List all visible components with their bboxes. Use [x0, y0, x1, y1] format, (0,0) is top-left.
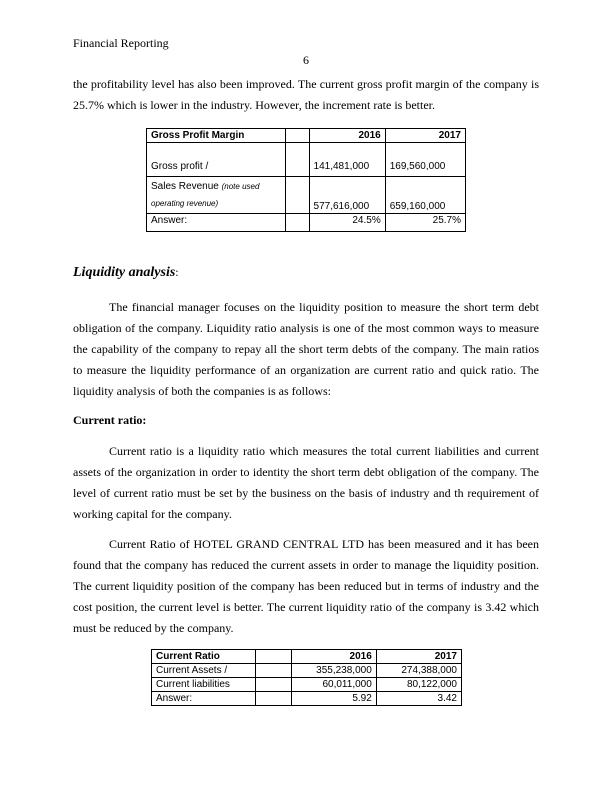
column-header-2016: 2016 — [309, 129, 385, 143]
column-header-2017: 2017 — [376, 650, 461, 664]
page-number: 6 — [303, 53, 309, 67]
gross-profit-margin-table — [146, 128, 466, 232]
current-ratio-paragraph-2: Current Ratio of HOTEL GRAND CENTRAL LTD has been measured and it has been found that the company has reduced the current assets in order to manage the liquidity position. The current liquidity position of the company has been reduced but in terms of industry and the cost position, the current level is better. The current liquidity ratio of the company is 3.42 which must be reduced by the company. — [73, 537, 539, 635]
column-header-2016: 2016 — [291, 650, 376, 664]
value-cell: 60,011,000 — [291, 678, 376, 692]
row-label: Current liabilities — [152, 678, 256, 692]
table-empty-cell — [255, 678, 291, 692]
liquidity-paragraph: The financial manager focuses on the liquidity position to measure the short term debt obligation of the company. Liquidity ratio analysis is one of the most common ways to measure the capability of the company to repay all the short term debts of the company. The main ratios to measure the liquidity performance of an organization are current ratio and quick ratio. The liquidity analysis of both the companies is as follows: — [73, 300, 539, 398]
value-cell: 169,560,000 — [385, 143, 465, 177]
table-header-row — [147, 129, 466, 143]
value-cell: 24.5% — [309, 214, 385, 232]
value-cell: 659,160,000 — [385, 177, 465, 214]
table-row — [147, 143, 466, 177]
table-header-row — [152, 650, 462, 664]
table-empty-cell — [286, 177, 309, 214]
value-cell: 3.42 — [376, 692, 461, 706]
table-title-cell: Current Ratio — [152, 650, 256, 664]
row-label: Gross profit / — [147, 143, 286, 177]
value-cell: 577,616,000 — [309, 177, 385, 214]
table-row — [152, 678, 462, 692]
column-header-2017: 2017 — [385, 129, 465, 143]
liquidity-heading-text: Liquidity analysis — [73, 265, 176, 280]
table-row — [147, 214, 466, 232]
table-row — [152, 692, 462, 706]
table-empty-cell — [286, 129, 309, 143]
table-title-cell: Gross Profit Margin — [147, 129, 286, 143]
table-empty-cell — [255, 650, 291, 664]
current-ratio-paragraph-1: Current ratio is a liquidity ratio which measures the total current liabilities and current assets of the organization in order to identity the short term debt obligation of the company. The level of current ratio must be set by the business on the basis of industry and th requirement of working capital for the company. — [73, 444, 539, 521]
liquidity-heading — [73, 265, 179, 281]
row-label: Answer: — [147, 214, 286, 232]
row-label-cell — [147, 177, 286, 214]
value-cell: 80,122,000 — [376, 678, 461, 692]
row-label: Current Assets / — [152, 664, 256, 678]
running-header: Financial Reporting — [73, 36, 169, 50]
intro-paragraph: the profitability level has also been improved. The current gross profit margin of the company is 25.7% which is lower in the industry. However, the increment rate is better. — [73, 77, 539, 112]
table-row — [147, 177, 466, 214]
value-cell: 25.7% — [385, 214, 465, 232]
current-ratio-table — [151, 649, 462, 706]
value-cell: 5.92 — [291, 692, 376, 706]
value-cell: 141,481,000 — [309, 143, 385, 177]
table-row — [152, 664, 462, 678]
row-note: (note used operating revenue) — [151, 182, 260, 208]
row-label: Sales Revenue — [151, 181, 219, 192]
row-label: Answer: — [152, 692, 256, 706]
table-empty-cell — [286, 143, 309, 177]
value-cell: 355,238,000 — [291, 664, 376, 678]
value-cell: 274,388,000 — [376, 664, 461, 678]
table-empty-cell — [255, 664, 291, 678]
heading-colon: : — [175, 265, 179, 279]
current-ratio-heading: Current ratio: — [73, 413, 147, 427]
table-empty-cell — [286, 214, 309, 232]
table-empty-cell — [255, 692, 291, 706]
